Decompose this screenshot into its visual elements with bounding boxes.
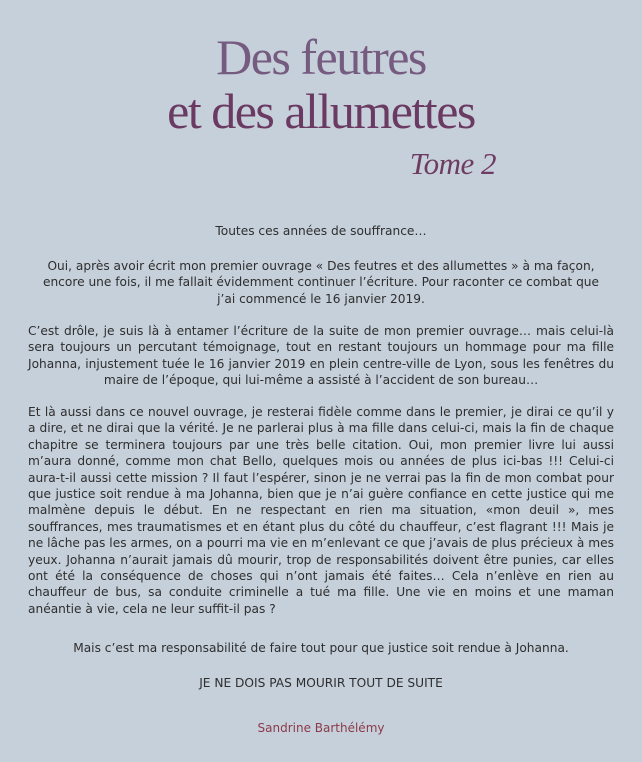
author-signature: Sandrine Barthélémy bbox=[257, 721, 385, 735]
paragraph-3: Et là aussi dans ce nouvel ouvrage, je resterai fidèle comme dans le premier, je dirai ce qu’il y a dire, et ne dirai que la vérité. Je ne parlerai plus à ma fille dans celui-ci, mais la fin de chaque chapitre se terminera toujours par une très belle citation. Oui, mon premier livre lui aussi m’aura donné, comme mon chat Bello, quelques mois ou années de plus ici-bas !!! Celui-ci aura-t-il aussi cette mission ? Il faut l’espérer, sinon je ne verrai pas la fin de mon combat pour que justice soit rendue à ma Johanna, bien que je n’ai guère confiance en cette justice qui me malmène depuis le début. En ne respectant en rien ma situation, «mon deuil », mes souffrances, mes traumatismes et en étant plus du côté du chauffeur, c’est flagrant !!! Mais je ne lâche pas les armes, on a pourri ma vie en m’enlevant ce que j’avais de plus précieux à mes yeux. Johanna n’aurait jamais dû mourir, trop de responsabilités doivent être punies, car elles ont été la conséquence de choses qui n’ont jamais été faites… Cela n’enlève en rien au chauffeur de bus, sa conduite criminelle a tué ma fille. Une vie en moins et une maman anéantie à vie, cela ne leur suffit-il pas ? bbox=[28, 405, 614, 616]
paragraph-1: Oui, après avoir écrit mon premier ouvrage « Des feutres et des allumettes » à ma façon, encore une fois, il me fallait évidemment continuer l’écriture. Pour raconter ce combat que j’ai commencé le 16 janvier 2019. bbox=[42, 259, 600, 306]
paragraph-4: Mais c’est ma responsabilité de faire tout pour que justice soit rendue à Johanna. bbox=[73, 641, 569, 655]
book-title-line-2: et des allumettes bbox=[167, 83, 475, 139]
intro-line: Toutes ces années de souffrance… bbox=[215, 224, 427, 238]
paragraph-2: C’est drôle, je suis là à entamer l’écriture de la suite de mon premier ouvrage… mais celui-là sera toujours un percutant témoignage, tout en restant toujours un hommage pour ma fille Johanna, injustement tuée le 16 janvier 2019 en plein centre-ville de Lyon, sous les fenêtres du maire de l’époque, qui lui-même a assisté à l’accident de son bureau… bbox=[28, 324, 614, 388]
book-title-line-1: Des feutres bbox=[216, 29, 426, 85]
book-volume-subtitle: Tome 2 bbox=[409, 146, 496, 181]
closing-statement: JE NE DOIS PAS MOURIR TOUT DE SUITE bbox=[199, 676, 443, 690]
